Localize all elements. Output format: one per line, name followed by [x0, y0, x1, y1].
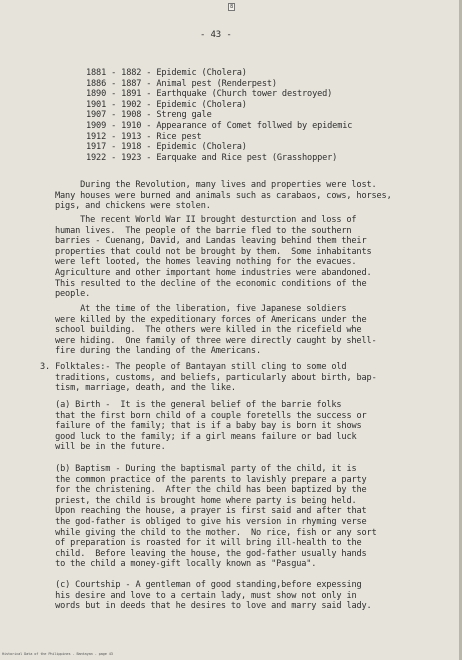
text-line: the god-father is obliged to give his version in rhyming verse [40, 516, 367, 527]
paragraph-revolution [55, 180, 392, 212]
text-line: properties that could not be brought by them. Some inhabitants [55, 246, 372, 257]
timeline-list [86, 68, 352, 163]
timeline-entry: 1881 - 1882 - Epidemic (Cholera) [86, 68, 247, 78]
text-line: to the child a money-gift locally known as "Pasgua". [40, 559, 317, 570]
text-line: the common practice of the parents to lavishly prepare a party [40, 474, 367, 485]
text-line: Agriculture and other important home industries were abandoned. [55, 267, 372, 278]
page-marker-icon: 8 [228, 3, 235, 11]
text-line: This resulted to the decline of the economic conditions of the [55, 278, 367, 289]
text-line: traditions, customs, and beliefs, particularly about birth, bap- [40, 372, 377, 383]
timeline-entry: 1922 - 1923 - Earquake and Rice pest (Grasshopper) [86, 152, 338, 163]
timeline-entry: 1901 - 1902 - Epidemic (Cholera) [86, 99, 247, 110]
text-line: failure of the family; that is if a baby bay is born it shows [40, 421, 362, 432]
text-line: of preparation is roasted for it will bring ill-health to the [40, 538, 362, 549]
timeline-entry: 1886 - 1887 - Animal pest (Renderpest) [86, 78, 277, 89]
text-line: child. Before leaving the house, the god-father usually hands [40, 548, 367, 559]
text-line: human lives. The people of the barrie fled to the southern [55, 225, 352, 236]
text-line: fire during the landing of the Americans. [55, 346, 261, 357]
page-number: - 43 - [200, 30, 232, 40]
text-line: At the time of the liberation, five Japanese soldiers [55, 304, 347, 314]
timeline-entry: 1917 - 1918 - Epidemic (Cholera) [86, 142, 247, 153]
text-line: for the christening. After the child has been baptized by the [40, 485, 367, 496]
text-line: The recent World War II brought desturction and loss of [55, 215, 357, 225]
text-line: tism, marriage, death, and the like. [40, 383, 236, 394]
text-line: school building. The others were killed in the ricefield whe [55, 325, 362, 336]
text-line: good luck to the family; if a girl means failure or bad luck [40, 431, 357, 442]
text-line: barries - Cuenang, David, and Landas leaving behind them their [55, 236, 367, 247]
text-line: During the Revolution, many lives and properties were lost. [55, 180, 377, 190]
timeline-entry: 1907 - 1908 - Streng gale [86, 110, 212, 121]
text-line: (c) Courtship - A gentleman of good standing,before expessing [40, 580, 362, 590]
timeline-entry: 1890 - 1891 - Earthquake (Church tower destroyed) [86, 89, 333, 100]
timeline-entry: 1909 - 1910 - Appearance of Comet follwed by epidemic [86, 120, 353, 131]
text-line: 3. Folktales:- The people of Bantayan still cling to some old [40, 362, 347, 372]
footer-caption: Historical Data of the Philippines - Bantayan - page 43 [2, 652, 113, 656]
text-line: were hiding. One family of three were directly caught by shell- [55, 335, 377, 346]
text-line: priest, the child is brought home where party is being held. [40, 495, 357, 506]
item-birth [40, 400, 367, 453]
text-line: (a) Birth - It is the general belief of the barrie folks [40, 400, 342, 410]
text-line: words but in deeds that he desires to love and marry said lady. [40, 601, 372, 612]
text-line: while giving the child to the mother. No rice, fish or any sort [40, 527, 377, 538]
text-line: Many houses were burned and animals such as carabaos, cows, horses, [55, 190, 392, 201]
text-line: pigs, and chickens were stolen. [55, 201, 211, 212]
text-line: were left looted, the homes leaving nothing for the evacues. [55, 257, 357, 268]
timeline-entry: 1912 - 1913 - Rice pest [86, 131, 202, 142]
text-line: will be in the future. [40, 442, 166, 453]
text-line: were killed by the expeditionary forces of Americans under the [55, 314, 367, 325]
text-line: (b) Baptism - During the baptismal party of the child, it is [40, 464, 357, 474]
paragraph-liberation [55, 304, 377, 357]
item-courtship [40, 580, 372, 612]
text-line: that the first born child of a couple foretells the success or [40, 410, 367, 421]
paragraph-world-war [55, 215, 372, 300]
section-folktales [40, 362, 377, 394]
item-baptism [40, 464, 377, 570]
text-line: Upon reaching the house, a prayer is first said and after that [40, 506, 367, 517]
text-line: people. [55, 289, 91, 300]
text-line: his desire and love to a certain lady, must show not only in [40, 590, 357, 601]
